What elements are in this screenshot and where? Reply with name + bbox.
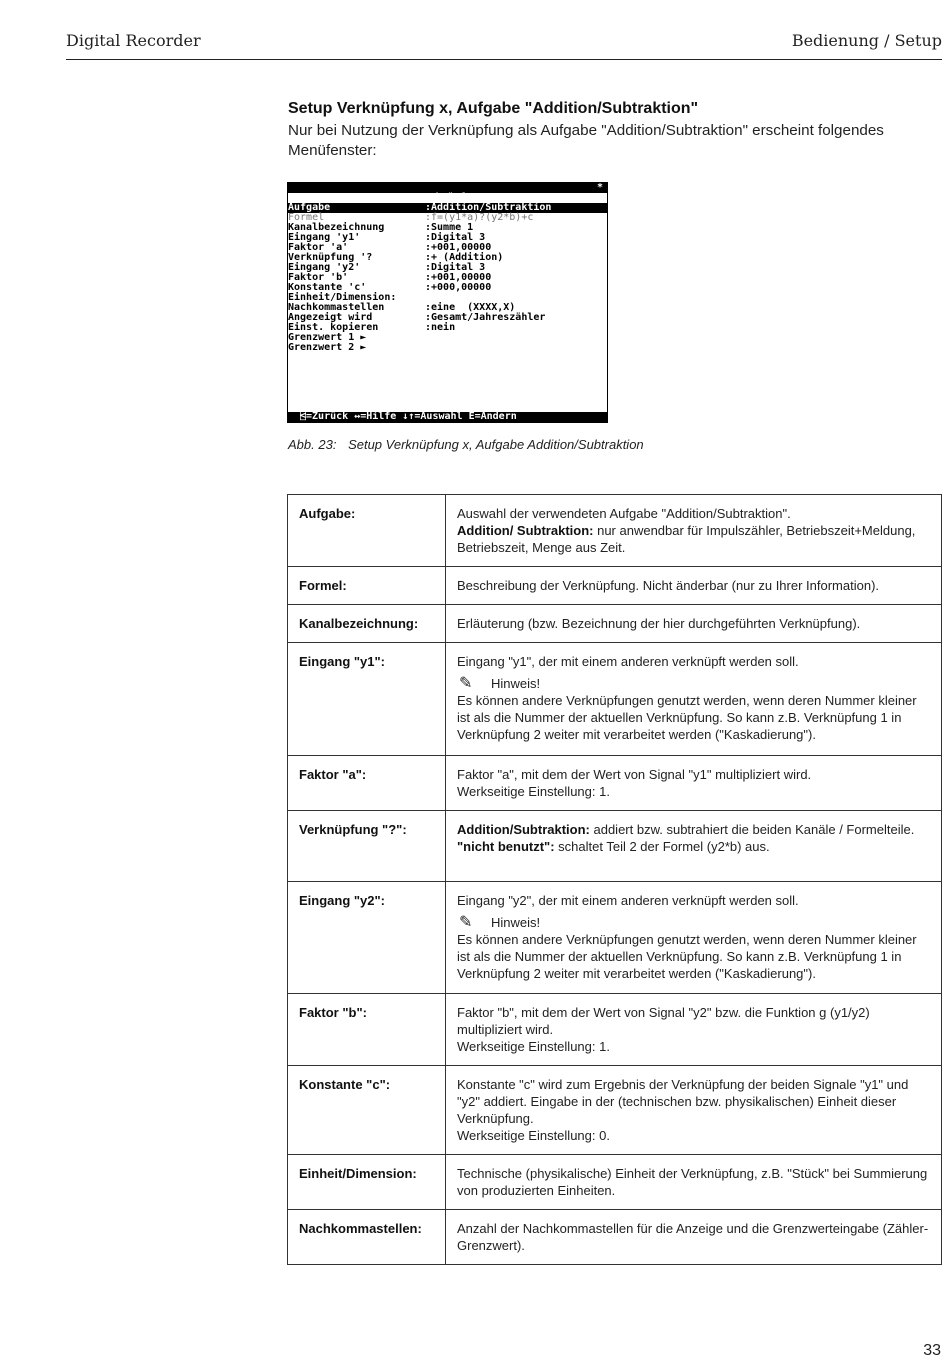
menu-row-value: :Digital 3 (425, 232, 486, 243)
parameter-table (287, 494, 942, 1265)
row-label: Verknüpfung "?": (288, 811, 446, 882)
pencil-icon: ✎ (459, 914, 473, 931)
row-description (446, 882, 942, 994)
table-row (288, 882, 942, 994)
menu-row-key: Aufgabe (288, 202, 331, 213)
menu-row-key: Grenzwert 2 ► (288, 342, 367, 353)
hint-text: Es können andere Verknüpfungen genutzt werden, wenn deren Nummer kleiner ist als die Nummer der aktuellen Verknüpfung. So kann z.B. Verknüpfung 1 in Verknüpfung 2 weiter mit verarbeitet werden ("Kaskadierung"). (457, 932, 917, 981)
menu-row-key: Faktor 'b' (288, 272, 349, 283)
table-row (288, 756, 942, 811)
menu-row-key: Faktor 'a' (288, 242, 349, 253)
header-rule (66, 59, 942, 60)
figure-number: Abb. 23: (288, 437, 337, 452)
row-text: Faktor "a", mit dem der Wert von Signal "y1" multipliziert wird. (457, 767, 812, 782)
row-label: Einheit/Dimension: (288, 1155, 446, 1210)
menu-row-key: Verknüpfung '? (288, 252, 373, 263)
menu-row-key: Grenzwert 1 ► (288, 332, 367, 343)
table-row (288, 643, 942, 756)
row-text: Faktor "b", mit dem der Wert von Signal "y2" bzw. die Funktion g (y1/y2) multipliziert wird. (457, 1005, 870, 1037)
menu-row-value: :+ (Addition) (425, 252, 504, 263)
menu-row-value: :Summe 1 (425, 222, 474, 233)
menu-row-key: Eingang 'y2' (288, 262, 361, 273)
table-row (288, 1066, 942, 1155)
row-term-text: schaltet Teil 2 der Formel (y2*b) aus. (554, 839, 770, 854)
row-description (446, 495, 942, 567)
row-label: Formel: (288, 567, 446, 605)
row-text: Eingang "y2", der mit einem anderen verknüpft werden soll. (457, 893, 799, 908)
row-description (446, 756, 942, 811)
menu-title: Verknüpfung 1 (417, 192, 502, 203)
menu-row-value: :+000,00000 (425, 282, 492, 293)
table-row (288, 605, 942, 643)
hint-text: Es können andere Verknüpfungen genutzt werden, wenn deren Nummer kleiner ist als die Nummer der aktuellen Verknüpfung. So kann z.B. Verknüpfung 1 in Verknüpfung 2 weiter mit verarbeitet werden ("Kaskadierung"). (457, 693, 917, 742)
row-text: Werkseitige Einstellung: 1. (457, 784, 610, 799)
row-term: "nicht benutzt": (457, 839, 555, 854)
row-text: Eingang "y1", der mit einem anderen verknüpft werden soll. (457, 654, 799, 669)
table-row (288, 1155, 942, 1210)
row-text: Auswahl der verwendeten Aufgabe "Addition/Subtraktion". (457, 506, 791, 521)
menu-rows (288, 203, 607, 353)
menu-row[interactable] (288, 343, 607, 353)
hint-title: Hinweis! (491, 676, 541, 691)
menu-row-key: Formel (288, 212, 325, 223)
row-label: Eingang "y1": (288, 643, 446, 756)
menu-row-value: :Gesamt/Jahreszähler (425, 312, 546, 323)
figure-caption-text: Setup Verknüpfung x, Aufgabe Addition/Subtraktion (348, 437, 644, 452)
row-text (457, 838, 930, 855)
menu-row-value: :Addition/Subtraktion (425, 202, 552, 213)
hint-block (457, 675, 930, 743)
row-label: Faktor "b": (288, 994, 446, 1066)
page-number: 33 (923, 1342, 941, 1359)
menu-row-value: :Digital 3 (425, 262, 486, 273)
row-description (446, 1066, 942, 1155)
menu-row-key: Einheit/Dimension: (288, 292, 397, 303)
row-description (446, 994, 942, 1066)
row-description: Technische (physikalische) Einheit der Verknüpfung, z.B. "Stück" bei Summierung von produzierten Einheiten. (446, 1155, 942, 1210)
menu-row-key: Konstante 'c' (288, 282, 367, 293)
table-row (288, 994, 942, 1066)
hint-title: Hinweis! (491, 915, 541, 930)
running-header-right: Bedienung / Setup (791, 31, 942, 50)
row-label: Nachkommastellen: (288, 1210, 446, 1265)
row-label: Konstante "c": (288, 1066, 446, 1155)
menu-row-key: Eingang 'y1' (288, 232, 361, 243)
row-label: Eingang "y2": (288, 882, 446, 994)
section-title: Setup Verknüpfung x, Aufgabe "Addition/Subtraktion" (288, 100, 699, 117)
menu-row-key: Einst. kopieren (288, 322, 379, 333)
row-term-text: nur anwendbar für Impulszähler, Betriebszeit+Meldung, Betriebszeit, Menge aus Zeit. (457, 523, 916, 555)
table-row (288, 567, 942, 605)
table-row (288, 495, 942, 567)
menu-row-value: :+001,00000 (425, 272, 492, 283)
figure-caption (288, 437, 644, 452)
row-label: Faktor "a": (288, 756, 446, 811)
row-term-text: addiert bzw. subtrahiert die beiden Kanäle / Formelteile. (589, 822, 915, 837)
section-intro: Nur bei Nutzung der Verknüpfung als Aufgabe "Addition/Subtraktion" erscheint folgendes Menüfenster: (288, 122, 884, 159)
menu-footer: ⍃=Zurück ↔=Hilfe ↓↑=Auswahl E=Ändern (288, 412, 607, 422)
row-text: Werkseitige Einstellung: 1. (457, 1039, 610, 1054)
row-term: Addition/ Subtraktion: (457, 523, 594, 538)
menu-row-value: :eine (XXXX,X) (425, 302, 516, 313)
row-text (457, 821, 930, 838)
menu-row-key: Angezeigt wird (288, 312, 373, 323)
row-description (446, 643, 942, 756)
row-description (446, 811, 942, 882)
device-menu-screen (287, 182, 608, 423)
row-label: Aufgabe: (288, 495, 446, 567)
row-term: Addition/Subtraktion: (457, 822, 590, 837)
table-row (288, 1210, 942, 1265)
row-text (457, 522, 930, 556)
menu-title-bar (288, 182, 607, 203)
row-description: Erläuterung (bzw. Bezeichnung der hier durchgeführten Verknüpfung). (446, 605, 942, 643)
row-description: Anzahl der Nachkommastellen für die Anzeige und die Grenzwerteingabe (Zähler-Grenzwert). (446, 1210, 942, 1265)
menu-row-key: Nachkommastellen (288, 302, 385, 313)
hint-block (457, 914, 930, 982)
table-row (288, 811, 942, 882)
menu-row-key: Kanalbezeichnung (288, 222, 385, 233)
menu-star: * (596, 182, 603, 193)
menu-row-value: :nein (425, 322, 456, 333)
running-header-left: Digital Recorder (66, 31, 201, 50)
menu-row-value: :f=(y1*a)?(y2*b)+c (425, 212, 534, 223)
row-description: Beschreibung der Verknüpfung. Nicht änderbar (nur zu Ihrer Information). (446, 567, 942, 605)
row-text: Werkseitige Einstellung: 0. (457, 1128, 610, 1143)
menu-row-value: :+001,00000 (425, 242, 492, 253)
pencil-icon: ✎ (459, 675, 473, 692)
row-label: Kanalbezeichnung: (288, 605, 446, 643)
row-text: Konstante "c" wird zum Ergebnis der Verknüpfung der beiden Signale "y1" und "y2" addiert. Eingabe in der (technischen bzw. physikalischen) Einheit dieser Verknüpfung. (457, 1077, 909, 1126)
